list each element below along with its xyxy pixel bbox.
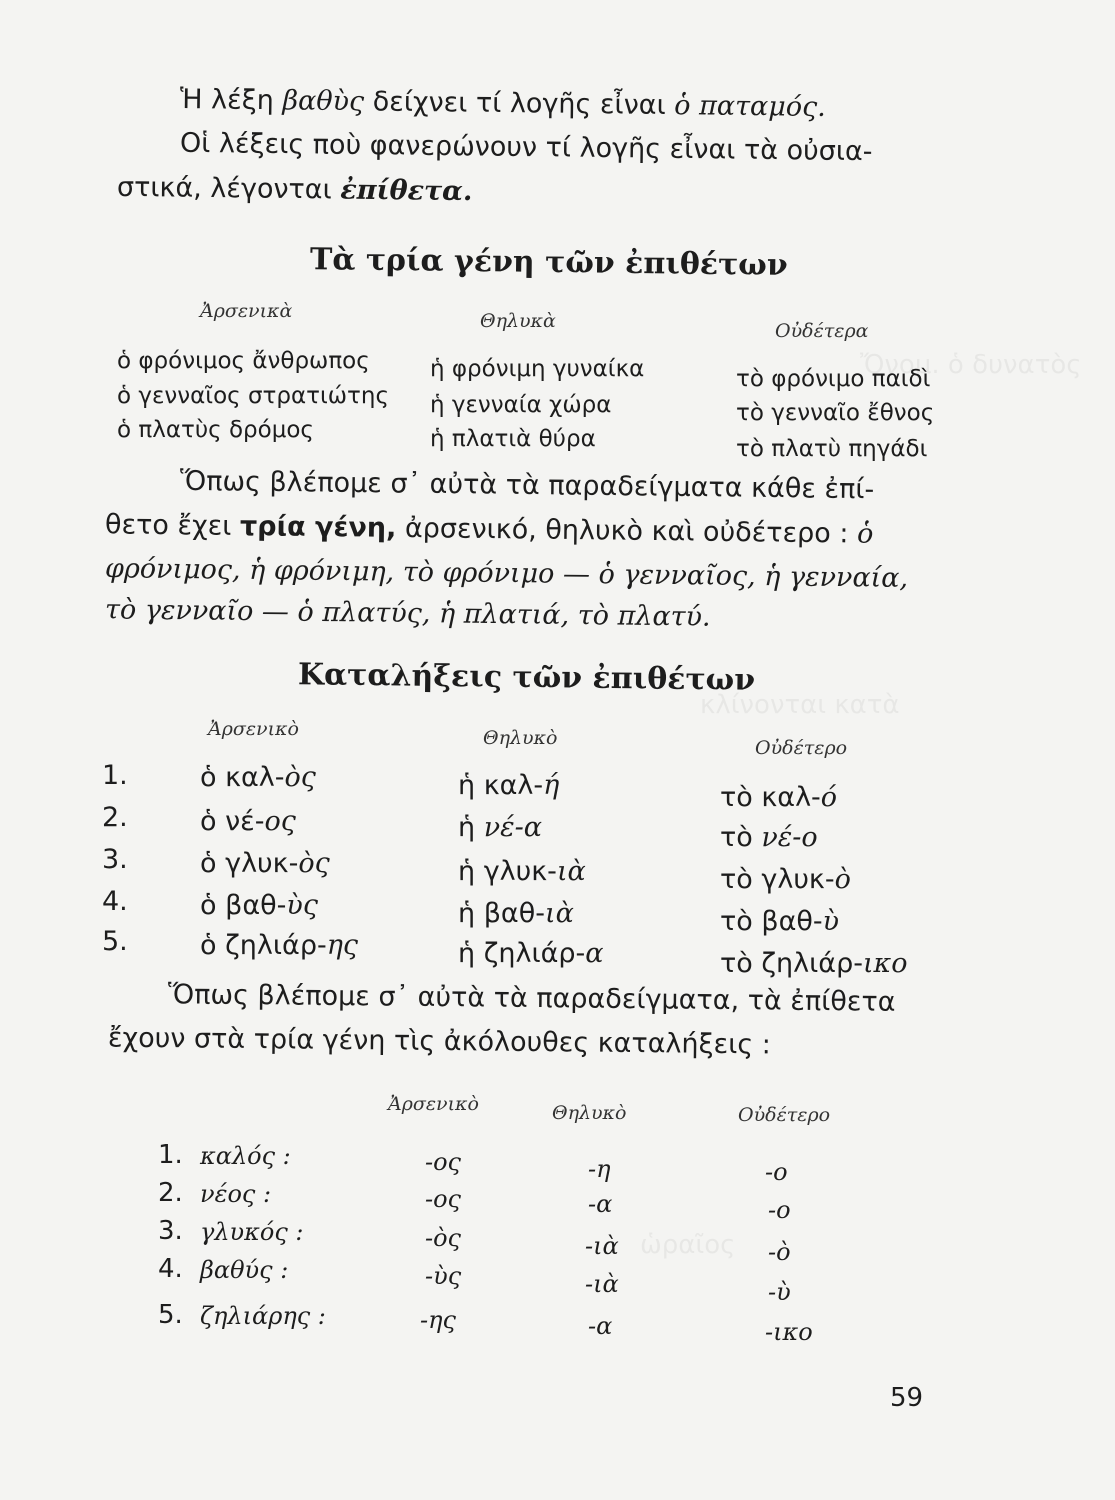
- example-masculine: ὁ πλατὺς δρόμος: [117, 417, 314, 443]
- show-through-text: Ὄνομ. ὁ δυνατὸς: [860, 350, 1082, 380]
- intro-line-3: στικά, λέγονται ἐπίθετα.: [116, 171, 473, 208]
- ending-feminine: -ιὰ: [585, 1232, 619, 1260]
- ending-masculine: ὁ καλ-ὸς: [200, 762, 316, 793]
- section-title-endings: Καταλήξεις τῶν ἐπιθέτων: [297, 657, 756, 698]
- row-number: 2.: [102, 802, 128, 833]
- example-neuter: τὸ γενναῖο ἔθνος: [736, 400, 935, 426]
- ending-neuter: -ὺ: [768, 1278, 791, 1306]
- ending-feminine: ἡ γλυκ-ιὰ: [458, 856, 586, 887]
- adjective-word: γλυκός :: [200, 1218, 304, 1246]
- ending-feminine: ἡ ζηλιάρ-α: [458, 938, 604, 969]
- ending-neuter: τὸ καλ-ό: [720, 782, 838, 813]
- col-header-neuter: Οὐδέτερο: [755, 737, 848, 759]
- para2-line-2: θετο ἔχει τρία γένη, ἀρσενικό, θηλυκὸ καὶ οὐδέτερο : ὁ: [104, 509, 874, 550]
- ending-masculine: -ος: [425, 1148, 461, 1176]
- ending-neuter: τὸ ζηλιάρ-ικο: [720, 948, 908, 979]
- row-number: 1.: [158, 1140, 183, 1170]
- col-header-neuter: Οὐδέτερο: [738, 1104, 831, 1126]
- ending-neuter: τὸ νέ-ο: [720, 822, 818, 853]
- example-feminine: ἡ γενναία χώρα: [430, 392, 612, 418]
- ending-masculine: -ης: [420, 1306, 456, 1334]
- para2-line-4: τὸ γενναῖο — ὁ πλατύς, ἡ πλατιά, τὸ πλατύ.: [104, 594, 711, 633]
- section-title-genders: Τὰ τρία γένη τῶν ἐπιθέτων: [309, 242, 788, 283]
- col-header-masculine: Ἀρσενικὸ: [388, 1093, 479, 1115]
- row-number: 4.: [102, 886, 128, 917]
- ending-feminine: ἡ καλ-ή: [458, 770, 560, 801]
- ending-neuter: τὸ βαθ-ὺ: [720, 906, 840, 937]
- row-number: 3.: [158, 1216, 183, 1246]
- show-through-text: ὡραῖος: [640, 1230, 736, 1260]
- para3-line-1: Ὅπως βλέπομε σ᾽ αὐτὰ τὰ παραδείγματα, τὰ ἐπίθετα: [167, 979, 896, 1018]
- col-header-neuter: Οὐδέτερα: [775, 320, 869, 342]
- ending-masculine: ὁ γλυκ-ὸς: [200, 848, 330, 879]
- adjective-word: καλός :: [200, 1142, 291, 1170]
- row-number: 5.: [102, 926, 128, 957]
- ending-feminine: -η: [588, 1155, 611, 1183]
- ending-feminine: ἡ βαθ-ιὰ: [458, 898, 574, 929]
- col-header-feminine: Θηλυκὰ: [480, 310, 556, 332]
- adjective-word: νέος :: [200, 1180, 272, 1208]
- ending-feminine: -ιὰ: [585, 1270, 619, 1298]
- intro-line-1: Ἡ λέξη βαθὺς δείχνει τί λογῆς εἶναι ὁ παταμός.: [179, 84, 826, 123]
- ending-neuter: -ο: [768, 1196, 791, 1224]
- ending-neuter: -ο: [765, 1158, 788, 1186]
- ending-masculine: -ος: [425, 1185, 461, 1213]
- row-number: 5.: [158, 1300, 183, 1330]
- ending-feminine: ἡ νέ-α: [458, 812, 542, 843]
- row-number: 4.: [158, 1254, 183, 1284]
- ending-neuter: τὸ γλυκ-ὸ: [720, 864, 851, 895]
- col-header-feminine: Θηλυκὸ: [483, 727, 558, 749]
- page-number: 59: [890, 1383, 924, 1413]
- ending-masculine: -ὺς: [425, 1262, 462, 1290]
- ending-neuter: -ικο: [765, 1318, 813, 1346]
- ending-masculine: -ὸς: [425, 1224, 461, 1252]
- row-number: 1.: [102, 760, 128, 791]
- example-feminine: ἡ φρόνιμη γυναίκα: [430, 356, 645, 382]
- example-masculine: ὁ φρόνιμος ἄνθρωπος: [117, 348, 370, 374]
- row-number: 2.: [158, 1178, 183, 1208]
- col-header-masculine: Ἀρσενικὰ: [200, 300, 293, 322]
- col-header-masculine: Ἀρσενικὸ: [208, 718, 299, 740]
- ending-masculine: ὁ ζηλιάρ-ης: [200, 930, 359, 961]
- example-neuter: τὸ φρόνιμο παιδὶ: [736, 366, 931, 392]
- para2-line-1: Ὅπως βλέπομε σ᾽ αὐτὰ τὰ παραδείγματα κάθε ἐπί-: [179, 465, 875, 506]
- example-neuter: τὸ πλατὺ πηγάδι: [736, 436, 928, 462]
- adjective-word: βαθύς :: [200, 1256, 289, 1284]
- show-through-text: κλίνονται κατὰ: [700, 690, 900, 720]
- adjective-word: ζηλιάρης :: [200, 1302, 326, 1330]
- para3-line-2: ἔχουν στὰ τρία γένη τὶς ἀκόλουθες καταλήξεις :: [107, 1022, 772, 1061]
- col-header-feminine: Θηλυκὸ: [552, 1102, 627, 1124]
- intro-line-2: Οἱ λέξεις ποὺ φανερώνουν τί λογῆς εἶναι τὰ οὐσια-: [179, 127, 873, 168]
- row-number: 3.: [102, 844, 128, 875]
- example-masculine: ὁ γενναῖος στρατιώτης: [117, 383, 389, 409]
- ending-masculine: ὁ νέ-ος: [200, 806, 296, 837]
- ending-masculine: ὁ βαθ-ὺς: [200, 890, 318, 921]
- ending-feminine: -α: [588, 1190, 613, 1218]
- example-feminine: ἡ πλατιὰ θύρα: [430, 426, 596, 452]
- ending-feminine: -α: [588, 1312, 613, 1340]
- para2-line-3: φρόνιμος, ἡ φρόνιμη, τὸ φρόνιμο — ὁ γενναῖος, ἡ γενναία,: [104, 553, 909, 594]
- ending-neuter: -ὸ: [768, 1238, 791, 1266]
